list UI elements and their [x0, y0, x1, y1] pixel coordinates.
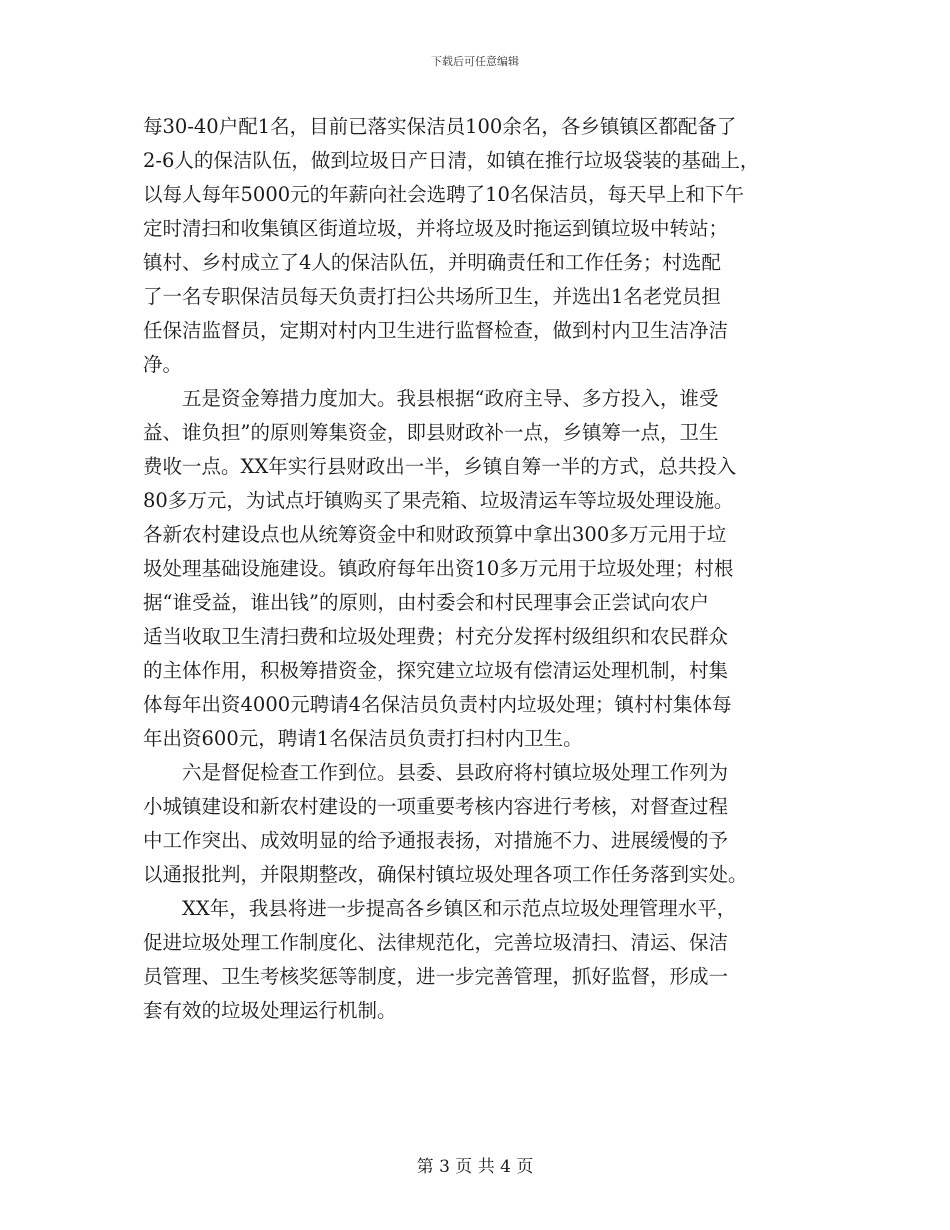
body-line: 以每人每年5000元的年薪向社会选聘了10名保洁员，每天早上和下午 [143, 183, 744, 206]
body-line: 适当收取卫生清扫费和垃圾处理费；村充分发挥村级组织和农民群众 [143, 625, 729, 648]
body-line: 益、谁负担”的原则筹集资金，即县财政补一点，乡镇筹一点，卫生 [143, 421, 719, 444]
body-line: 圾处理基础设施建设。镇政府每年出资10多万元用于垃圾处理；村根 [143, 557, 734, 580]
body-line: 各新农村建设点也从统筹资金中和财政预算中拿出300多万元用于垃 [143, 523, 727, 546]
body-line: 小城镇建设和新农村建设的一项重要考核内容进行考核，对督查过程 [143, 795, 729, 818]
body-line: 费收一点。XX年实行县财政出一半，乡镇自筹一半的方式，总共投入 [143, 455, 737, 478]
body-line: 套有效的垃圾处理运行机制。 [143, 999, 397, 1022]
body-line: 每30-40户配1名，目前已落实保洁员100余名，各乡镇镇区都配备了 [143, 115, 737, 138]
body-line: 2-6人的保洁队伍，做到垃圾日产日清，如镇在推行垃圾袋装的基础上， [143, 149, 760, 172]
body-line: 定时清扫和收集镇区街道垃圾，并将垃圾及时拖运到镇垃圾中转站； [143, 217, 729, 240]
body-line: 任保洁监督员，定期对村内卫生进行监督检查，做到村内卫生洁净洁 [143, 319, 729, 342]
body-line: 员管理、卫生考核奖惩等制度，进一步完善管理，抓好监督，形成一 [143, 965, 729, 988]
body-line: 的主体作用，积极筹措资金，探究建立垃圾有偿清运处理机制，村集 [143, 659, 729, 682]
body-line: 净。 [143, 353, 183, 376]
body-line: 体每年出资4000元聘请4名保洁员负责村内垃圾处理；镇村村集体每 [143, 693, 732, 716]
body-line: 年出资600元，聘请1名保洁员负责打扫村内卫生。 [143, 727, 583, 750]
body-line: 镇村、乡村成立了4人的保洁队伍，并明确责任和工作任务；村选配 [143, 251, 721, 274]
body-line: 五是资金筹措力度加大。我县根据“政府主导、多方投入，谁受 [143, 387, 719, 410]
page-header: 下载后可任意编辑 [431, 55, 519, 68]
body-line: 六是督促检查工作到位。县委、县政府将村镇垃圾处理工作列为 [143, 761, 729, 784]
body-line: 中工作突出、成效明显的给予通报表扬，对措施不力、进展缓慢的予 [143, 829, 729, 852]
page-footer: 第 3 页 共 4 页 [416, 1157, 534, 1177]
body-line: 80多万元，为试点圩镇购买了果壳箱、垃圾清运车等垃圾处理设施。 [143, 489, 734, 512]
body-line: 据“谁受益，谁出钱”的原则，由村委会和村民理事会正尝试向农户 [143, 591, 709, 614]
body-line: 以通报批判，并限期整改，确保村镇垃圾处理各项工作任务落到实处。 [143, 863, 748, 886]
document-body [143, 110, 823, 1028]
body-line: 了一名专职保洁员每天负责打扫公共场所卫生，并选出1名老党员担 [143, 285, 721, 308]
body-line: 促进垃圾处理工作制度化、法律规范化，完善垃圾清扫、清运、保洁 [143, 931, 729, 954]
body-line: XX年，我县将进一步提高各乡镇区和示范点垃圾处理管理水平， [143, 897, 737, 920]
